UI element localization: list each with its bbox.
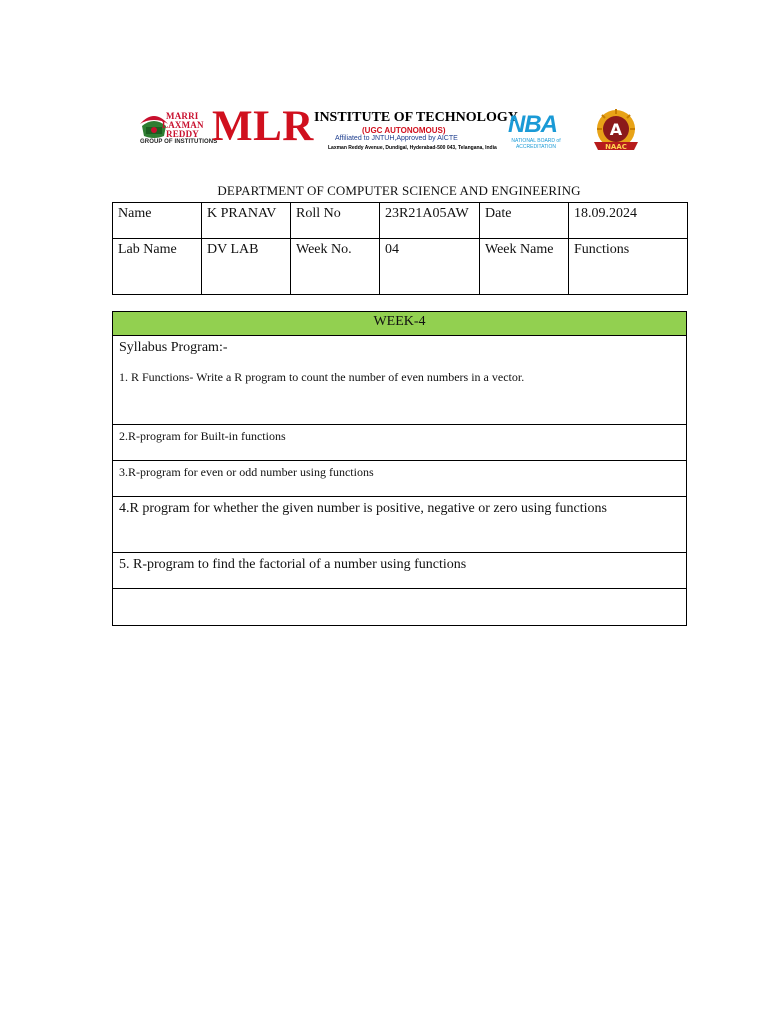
nba-logo-text: NBA <box>508 111 557 138</box>
group-name-line-1: MARRI <box>166 111 199 121</box>
institute-name: INSTITUTE OF TECHNOLOGY <box>314 110 518 125</box>
naac-grade: A <box>609 120 623 139</box>
naac-seal-icon <box>588 108 644 154</box>
nba-logo <box>508 112 564 152</box>
info-row-2 <box>113 239 688 295</box>
syllabus-item-4: 4.R program for whether the given number is positive, negative or zero using functions <box>113 497 687 553</box>
letterhead <box>130 104 645 156</box>
name-label: Name <box>113 203 202 239</box>
naac-label: NAAC <box>605 143 627 151</box>
group-name-line-3: REDDY <box>166 129 200 139</box>
empty-row <box>113 589 687 626</box>
syllabus-item-3: 3.R-program for even or odd number using functions <box>113 461 687 497</box>
week-syllabus-table <box>112 311 687 626</box>
week-header: WEEK-4 <box>113 312 687 336</box>
week-name-label: Week Name <box>480 239 569 295</box>
institute-autonomy: (UGC AUTONOMOUS) <box>362 126 446 135</box>
syllabus-item-2: 2.R-program for Built-in functions <box>113 425 687 461</box>
syllabus-item-5: 5. R-program to find the factorial of a number using functions <box>113 553 687 589</box>
info-row-1 <box>113 203 688 239</box>
roll-no-label: Roll No <box>291 203 380 239</box>
week-no-value: 04 <box>380 239 480 295</box>
group-tagline: GROUP OF INSTITUTIONS <box>140 139 218 145</box>
student-info-table <box>112 202 688 295</box>
syllabus-cell <box>113 336 687 425</box>
institute-address: Laxman Reddy Avenue, Dundigal, Hyderabad-500 043, Telangana, India <box>328 145 497 151</box>
week-name-value: Functions <box>569 239 688 295</box>
name-value: K PRANAV <box>202 203 291 239</box>
date-label: Date <box>480 203 569 239</box>
lab-name-label: Lab Name <box>113 239 202 295</box>
roll-no-value: 23R21A05AW <box>380 203 480 239</box>
group-name-line-2: LAXMAN <box>162 120 204 130</box>
week-no-label: Week No. <box>291 239 380 295</box>
institute-affiliation: Affiliated to JNTUH,Approved by AICTE <box>335 135 458 142</box>
mlr-brand-logo: MLR <box>212 103 314 150</box>
syllabus-label: Syllabus Program:- <box>119 340 228 355</box>
date-value: 18.09.2024 <box>569 203 688 239</box>
syllabus-item-1: 1. R Functions- Write a R program to count the number of even numbers in a vector. <box>119 370 525 384</box>
nba-logo-subtitle: NATIONAL BOARD of ACCREDITATION <box>511 138 561 150</box>
department-title: DEPARTMENT OF COMPUTER SCIENCE AND ENGINEERING <box>217 183 581 198</box>
lab-name-value: DV LAB <box>202 239 291 295</box>
